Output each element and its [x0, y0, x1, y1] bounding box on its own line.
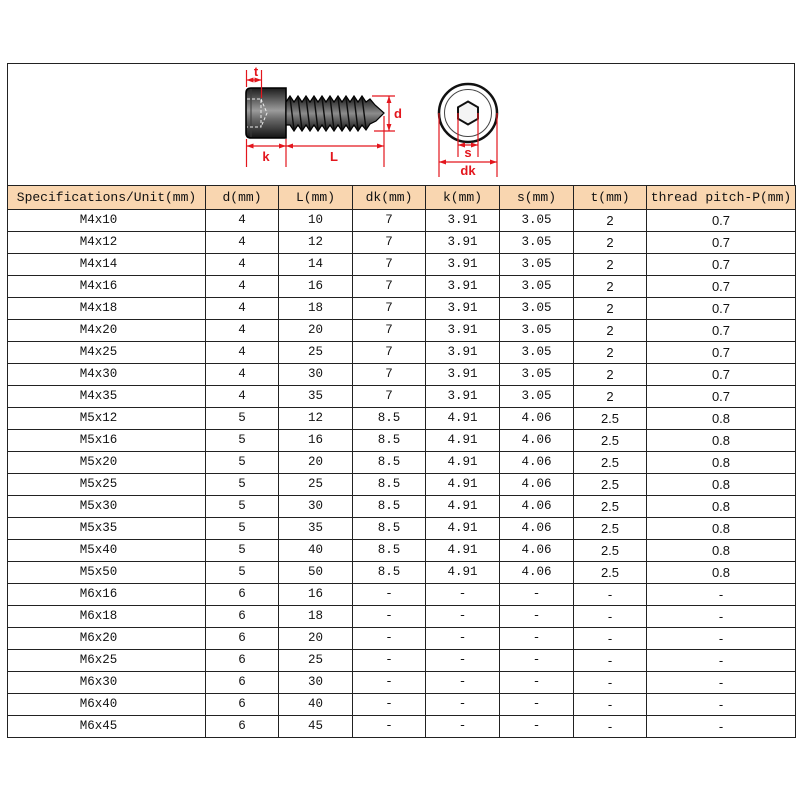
cell-d: 4	[206, 254, 279, 276]
cell-t: 2.5	[574, 408, 647, 430]
cell-thread-pitch: -	[647, 628, 796, 650]
cell-s: 4.06	[500, 540, 574, 562]
cell-dk: 8.5	[353, 562, 426, 584]
cell-d: 5	[206, 452, 279, 474]
cell-t: 2.5	[574, 496, 647, 518]
cell-s: 3.05	[500, 342, 574, 364]
table-row	[8, 518, 796, 540]
screw-top-view	[439, 84, 497, 142]
cell-length: 30	[279, 496, 353, 518]
dimension-k	[247, 139, 287, 167]
cell-s: 3.05	[500, 276, 574, 298]
cell-d: 5	[206, 562, 279, 584]
header-thread-pitch: thread pitch-P(mm)	[647, 186, 796, 210]
cell-specification: M4x35	[8, 386, 206, 408]
cell-dk: -	[353, 672, 426, 694]
cell-t: -	[574, 694, 647, 716]
cell-s: -	[500, 584, 574, 606]
cell-s: -	[500, 606, 574, 628]
label-dk: dk	[460, 163, 476, 178]
cell-dk: 8.5	[353, 540, 426, 562]
cell-thread-pitch: 0.8	[647, 562, 796, 584]
cell-s: 4.06	[500, 496, 574, 518]
cell-thread-pitch: 0.7	[647, 386, 796, 408]
table-row	[8, 320, 796, 342]
cell-thread-pitch: -	[647, 672, 796, 694]
cell-t: 2	[574, 320, 647, 342]
cell-t: -	[574, 606, 647, 628]
table-row	[8, 232, 796, 254]
cell-dk: 7	[353, 386, 426, 408]
header-t: t(mm)	[574, 186, 647, 210]
label-L: L	[330, 149, 338, 164]
cell-specification: M5x20	[8, 452, 206, 474]
cell-specification: M5x30	[8, 496, 206, 518]
cell-specification: M4x16	[8, 276, 206, 298]
cell-length: 20	[279, 320, 353, 342]
cell-thread-pitch: -	[647, 716, 796, 738]
cell-thread-pitch: 0.8	[647, 408, 796, 430]
cell-k: 4.91	[426, 496, 500, 518]
cell-s: -	[500, 716, 574, 738]
cell-dk: 8.5	[353, 518, 426, 540]
header-length: L(mm)	[279, 186, 353, 210]
cell-specification: M6x25	[8, 650, 206, 672]
cell-d: 6	[206, 672, 279, 694]
cell-d: 5	[206, 408, 279, 430]
cell-k: 4.91	[426, 562, 500, 584]
cell-d: 4	[206, 364, 279, 386]
cell-dk: 8.5	[353, 408, 426, 430]
cell-thread-pitch: 0.7	[647, 364, 796, 386]
cell-k: 3.91	[426, 276, 500, 298]
cell-dk: 7	[353, 210, 426, 232]
cell-thread-pitch: 0.7	[647, 342, 796, 364]
cell-thread-pitch: 0.7	[647, 276, 796, 298]
cell-length: 20	[279, 628, 353, 650]
cell-d: 4	[206, 320, 279, 342]
screw-side-view	[246, 88, 384, 138]
cell-k: 3.91	[426, 342, 500, 364]
cell-t: 2	[574, 232, 647, 254]
cell-d: 4	[206, 386, 279, 408]
cell-t: 2	[574, 298, 647, 320]
cell-t: 2.5	[574, 540, 647, 562]
cell-dk: 8.5	[353, 452, 426, 474]
cell-thread-pitch: 0.8	[647, 518, 796, 540]
table-row	[8, 496, 796, 518]
cell-specification: M4x18	[8, 298, 206, 320]
cell-s: 4.06	[500, 408, 574, 430]
header-s: s(mm)	[500, 186, 574, 210]
cell-s: 3.05	[500, 298, 574, 320]
cell-k: 4.91	[426, 518, 500, 540]
cell-specification: M6x20	[8, 628, 206, 650]
screw-dimension-diagram	[0, 0, 800, 185]
label-d: d	[394, 106, 402, 121]
cell-k: 3.91	[426, 320, 500, 342]
cell-thread-pitch: 0.7	[647, 320, 796, 342]
cell-specification: M5x16	[8, 430, 206, 452]
cell-s: 4.06	[500, 562, 574, 584]
cell-t: 2.5	[574, 474, 647, 496]
cell-d: 5	[206, 518, 279, 540]
header-dk: dk(mm)	[353, 186, 426, 210]
cell-t: 2	[574, 364, 647, 386]
cell-thread-pitch: 0.8	[647, 430, 796, 452]
cell-length: 50	[279, 562, 353, 584]
cell-dk: 7	[353, 298, 426, 320]
cell-dk: 8.5	[353, 496, 426, 518]
cell-t: 2.5	[574, 562, 647, 584]
table-row	[8, 650, 796, 672]
table-row	[8, 210, 796, 232]
cell-d: 4	[206, 298, 279, 320]
cell-t: -	[574, 584, 647, 606]
table-row	[8, 276, 796, 298]
cell-t: 2	[574, 276, 647, 298]
screw-head	[246, 88, 286, 138]
table-row	[8, 364, 796, 386]
cell-d: 5	[206, 496, 279, 518]
cell-length: 30	[279, 672, 353, 694]
table-row	[8, 628, 796, 650]
cell-length: 12	[279, 408, 353, 430]
cell-k: -	[426, 606, 500, 628]
cell-specification: M6x16	[8, 584, 206, 606]
cell-d: 4	[206, 276, 279, 298]
cell-s: -	[500, 628, 574, 650]
cell-d: 6	[206, 628, 279, 650]
table-row	[8, 298, 796, 320]
cell-k: 4.91	[426, 452, 500, 474]
cell-d: 6	[206, 694, 279, 716]
cell-d: 4	[206, 210, 279, 232]
cell-length: 45	[279, 716, 353, 738]
cell-t: -	[574, 628, 647, 650]
cell-length: 14	[279, 254, 353, 276]
cell-dk: 7	[353, 254, 426, 276]
cell-k: 4.91	[426, 540, 500, 562]
cell-length: 16	[279, 584, 353, 606]
cell-length: 12	[279, 232, 353, 254]
cell-t: -	[574, 672, 647, 694]
table-row	[8, 540, 796, 562]
cell-specification: M4x20	[8, 320, 206, 342]
cell-k: 4.91	[426, 474, 500, 496]
cell-t: -	[574, 650, 647, 672]
cell-specification: M4x10	[8, 210, 206, 232]
cell-k: 3.91	[426, 386, 500, 408]
cell-k: -	[426, 650, 500, 672]
cell-d: 5	[206, 540, 279, 562]
table-row	[8, 672, 796, 694]
table-row	[8, 342, 796, 364]
cell-s: 3.05	[500, 386, 574, 408]
cell-k: 3.91	[426, 254, 500, 276]
cell-t: 2	[574, 254, 647, 276]
cell-s: 3.05	[500, 210, 574, 232]
cell-specification: M6x40	[8, 694, 206, 716]
table-row	[8, 694, 796, 716]
cell-thread-pitch: 0.8	[647, 540, 796, 562]
cell-s: -	[500, 694, 574, 716]
cell-thread-pitch: 0.7	[647, 232, 796, 254]
cell-d: 4	[206, 232, 279, 254]
cell-thread-pitch: 0.7	[647, 254, 796, 276]
cell-length: 20	[279, 452, 353, 474]
header-row	[8, 186, 796, 210]
cell-specification: M4x14	[8, 254, 206, 276]
cell-dk: 7	[353, 320, 426, 342]
cell-thread-pitch: -	[647, 694, 796, 716]
table-row	[8, 584, 796, 606]
cell-k: -	[426, 716, 500, 738]
cell-dk: -	[353, 628, 426, 650]
label-t: t	[253, 64, 259, 79]
cell-d: 6	[206, 650, 279, 672]
table-row	[8, 254, 796, 276]
cell-length: 40	[279, 694, 353, 716]
hex-socket	[458, 102, 478, 125]
cell-dk: 7	[353, 232, 426, 254]
cell-length: 18	[279, 298, 353, 320]
cell-thread-pitch: 0.8	[647, 452, 796, 474]
cell-length: 16	[279, 430, 353, 452]
cell-s: 4.06	[500, 452, 574, 474]
cell-k: -	[426, 584, 500, 606]
cell-length: 18	[279, 606, 353, 628]
cell-k: -	[426, 628, 500, 650]
cell-length: 25	[279, 474, 353, 496]
cell-t: 2	[574, 210, 647, 232]
table-header	[8, 186, 796, 210]
cell-specification: M5x12	[8, 408, 206, 430]
table-row	[8, 386, 796, 408]
cell-specification: M4x12	[8, 232, 206, 254]
cell-dk: -	[353, 606, 426, 628]
cell-specification: M4x25	[8, 342, 206, 364]
cell-s: 3.05	[500, 364, 574, 386]
cell-thread-pitch: -	[647, 584, 796, 606]
cell-s: 4.06	[500, 474, 574, 496]
cell-dk: 7	[353, 342, 426, 364]
cell-d: 4	[206, 342, 279, 364]
cell-t: 2.5	[574, 430, 647, 452]
cell-t: 2.5	[574, 518, 647, 540]
cell-dk: -	[353, 716, 426, 738]
table-row	[8, 430, 796, 452]
cell-thread-pitch: -	[647, 650, 796, 672]
cell-k: -	[426, 672, 500, 694]
cell-length: 35	[279, 518, 353, 540]
cell-k: 4.91	[426, 430, 500, 452]
cell-specification: M5x35	[8, 518, 206, 540]
cell-s: 3.05	[500, 254, 574, 276]
cell-length: 40	[279, 540, 353, 562]
table-row	[8, 474, 796, 496]
cell-length: 25	[279, 342, 353, 364]
label-k: k	[262, 149, 270, 164]
cell-d: 6	[206, 584, 279, 606]
cell-dk: -	[353, 584, 426, 606]
cell-t: 2	[574, 342, 647, 364]
table-row	[8, 716, 796, 738]
cell-s: 4.06	[500, 430, 574, 452]
cell-t: 2.5	[574, 452, 647, 474]
table-row	[8, 562, 796, 584]
cell-specification: M5x40	[8, 540, 206, 562]
label-s: s	[464, 145, 472, 160]
cell-k: -	[426, 694, 500, 716]
cell-thread-pitch: -	[647, 606, 796, 628]
cell-thread-pitch: 0.7	[647, 298, 796, 320]
cell-s: -	[500, 672, 574, 694]
cell-d: 6	[206, 716, 279, 738]
cell-k: 3.91	[426, 364, 500, 386]
cell-s: 4.06	[500, 518, 574, 540]
cell-dk: -	[353, 650, 426, 672]
header-specification: Specifications/Unit(mm)	[8, 186, 206, 210]
spec-table	[7, 185, 796, 738]
cell-dk: 7	[353, 364, 426, 386]
table-row	[8, 408, 796, 430]
table-row	[8, 606, 796, 628]
cell-dk: -	[353, 694, 426, 716]
cell-k: 3.91	[426, 232, 500, 254]
cell-k: 3.91	[426, 210, 500, 232]
cell-s: -	[500, 650, 574, 672]
cell-length: 35	[279, 386, 353, 408]
cell-thread-pitch: 0.8	[647, 496, 796, 518]
table-row	[8, 452, 796, 474]
cell-dk: 8.5	[353, 474, 426, 496]
cell-d: 6	[206, 606, 279, 628]
cell-dk: 7	[353, 276, 426, 298]
cell-length: 16	[279, 276, 353, 298]
header-k: k(mm)	[426, 186, 500, 210]
cell-t: 2	[574, 386, 647, 408]
cell-t: -	[574, 716, 647, 738]
cell-specification: M4x30	[8, 364, 206, 386]
cell-length: 30	[279, 364, 353, 386]
header-d: d(mm)	[206, 186, 279, 210]
cell-k: 4.91	[426, 408, 500, 430]
cell-s: 3.05	[500, 232, 574, 254]
cell-d: 5	[206, 430, 279, 452]
cell-specification: M6x30	[8, 672, 206, 694]
cell-specification: M6x18	[8, 606, 206, 628]
cell-specification: M6x45	[8, 716, 206, 738]
table-body	[8, 210, 796, 738]
cell-thread-pitch: 0.8	[647, 474, 796, 496]
cell-k: 3.91	[426, 298, 500, 320]
cell-length: 10	[279, 210, 353, 232]
cell-specification: M5x50	[8, 562, 206, 584]
cell-length: 25	[279, 650, 353, 672]
cell-d: 5	[206, 474, 279, 496]
cell-specification: M5x25	[8, 474, 206, 496]
cell-s: 3.05	[500, 320, 574, 342]
cell-thread-pitch: 0.7	[647, 210, 796, 232]
cell-dk: 8.5	[353, 430, 426, 452]
